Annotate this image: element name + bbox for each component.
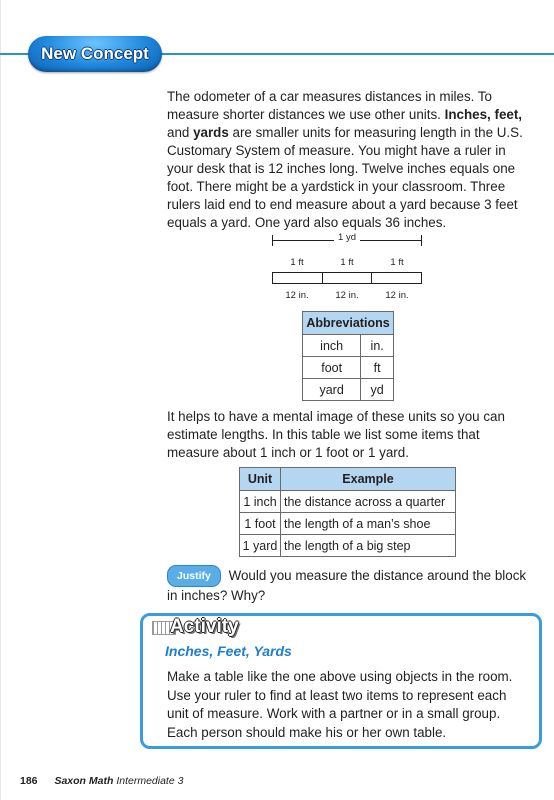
inch-label: 12 in. (335, 290, 359, 301)
foot-labels (272, 257, 422, 268)
justify-question (167, 565, 531, 605)
ruler-segment (323, 273, 373, 283)
yard-ruler-diagram (268, 230, 428, 304)
header-rule (160, 53, 554, 55)
unit-abbr: yd (361, 379, 394, 401)
new-concept-badge (28, 36, 162, 72)
intro-paragraph (167, 88, 531, 232)
inch-label: 12 in. (285, 290, 309, 301)
ruler-segments (272, 272, 422, 284)
foot-label: 1 ft (290, 257, 304, 268)
unit-name: yard (303, 379, 361, 401)
foot-label: 1 ft (390, 257, 404, 268)
ruler-segment (372, 273, 421, 283)
page-footer (20, 775, 183, 787)
page-edge (0, 0, 1, 800)
inch-labels (272, 290, 422, 301)
book-subtitle: Intermediate 3 (116, 775, 184, 787)
ruler-segment (273, 273, 323, 283)
justify-text: Would you measure the distance around the block in inches? Why? (167, 568, 527, 603)
yard-tick-left (272, 235, 273, 246)
example-cell: the length of a man’s shoe (281, 513, 456, 535)
page-number: 186 (20, 775, 38, 787)
example-column-header: Example (281, 468, 456, 491)
unit-cell: 1 yard (240, 535, 281, 557)
activity-instructions: Make a table like the one above using objects in the room. Use your ruler to find at least two items to represent each unit of measure. Work with a partner or in a small group. Each person should make his or her own table. (167, 669, 513, 740)
intro-text-1: The odometer of a car measures distances in miles. To measure shorter distances we use other units. (167, 89, 492, 122)
justify-badge: Justify (167, 565, 221, 587)
inch-label: 12 in. (385, 290, 409, 301)
book-title: Saxon Math (54, 775, 114, 787)
intro-bold-1: Inches, feet, (444, 107, 523, 122)
unit-cell: 1 inch (240, 491, 281, 513)
foot-label: 1 ft (340, 257, 354, 268)
unit-name: foot (303, 357, 361, 379)
example-cell: the length of a big step (281, 535, 456, 557)
abbreviations-header: Abbreviations (303, 312, 394, 335)
unit-abbr: in. (361, 335, 394, 357)
example-cell: the distance across a quarter (281, 491, 456, 513)
unit-cell: 1 foot (240, 513, 281, 535)
table-row (303, 335, 394, 357)
yard-label: 1 yd (334, 232, 360, 243)
unit-name: inch (303, 335, 361, 357)
activity-badge (152, 616, 272, 638)
table-row (240, 491, 456, 513)
activity-label: Activity (170, 616, 239, 637)
table-row (303, 379, 394, 401)
estimate-paragraph: It helps to have a mental image of these units so you can estimate lengths. In this table we list some items that measure about 1 inch or 1 foot or 1 yard. (167, 409, 505, 460)
abbreviations-table (302, 311, 394, 401)
unit-abbr: ft (361, 357, 394, 379)
yard-tick-right (421, 235, 422, 246)
table-row (240, 513, 456, 535)
intro-bold-2: yards (193, 125, 229, 140)
intro-text-2: and (167, 125, 194, 140)
header-rule-left (0, 53, 30, 55)
intro-text-3: are smaller units for measuring length in the U.S. Customary System of measure. You might have a ruler in your desk that is 12 inches long. Twelve inches equals one foot. There might be a yardstick in your classroom. Three rulers laid end to end measure about a yard because 3 feet equals a yard. One yard also equals 36 inches. (167, 125, 523, 230)
table-row (240, 535, 456, 557)
unit-column-header: Unit (240, 468, 281, 491)
activity-title: Inches, Feet, Yards (165, 643, 292, 659)
table-row (303, 357, 394, 379)
new-concept-label: New Concept (41, 44, 149, 63)
unit-examples-table (239, 467, 456, 557)
